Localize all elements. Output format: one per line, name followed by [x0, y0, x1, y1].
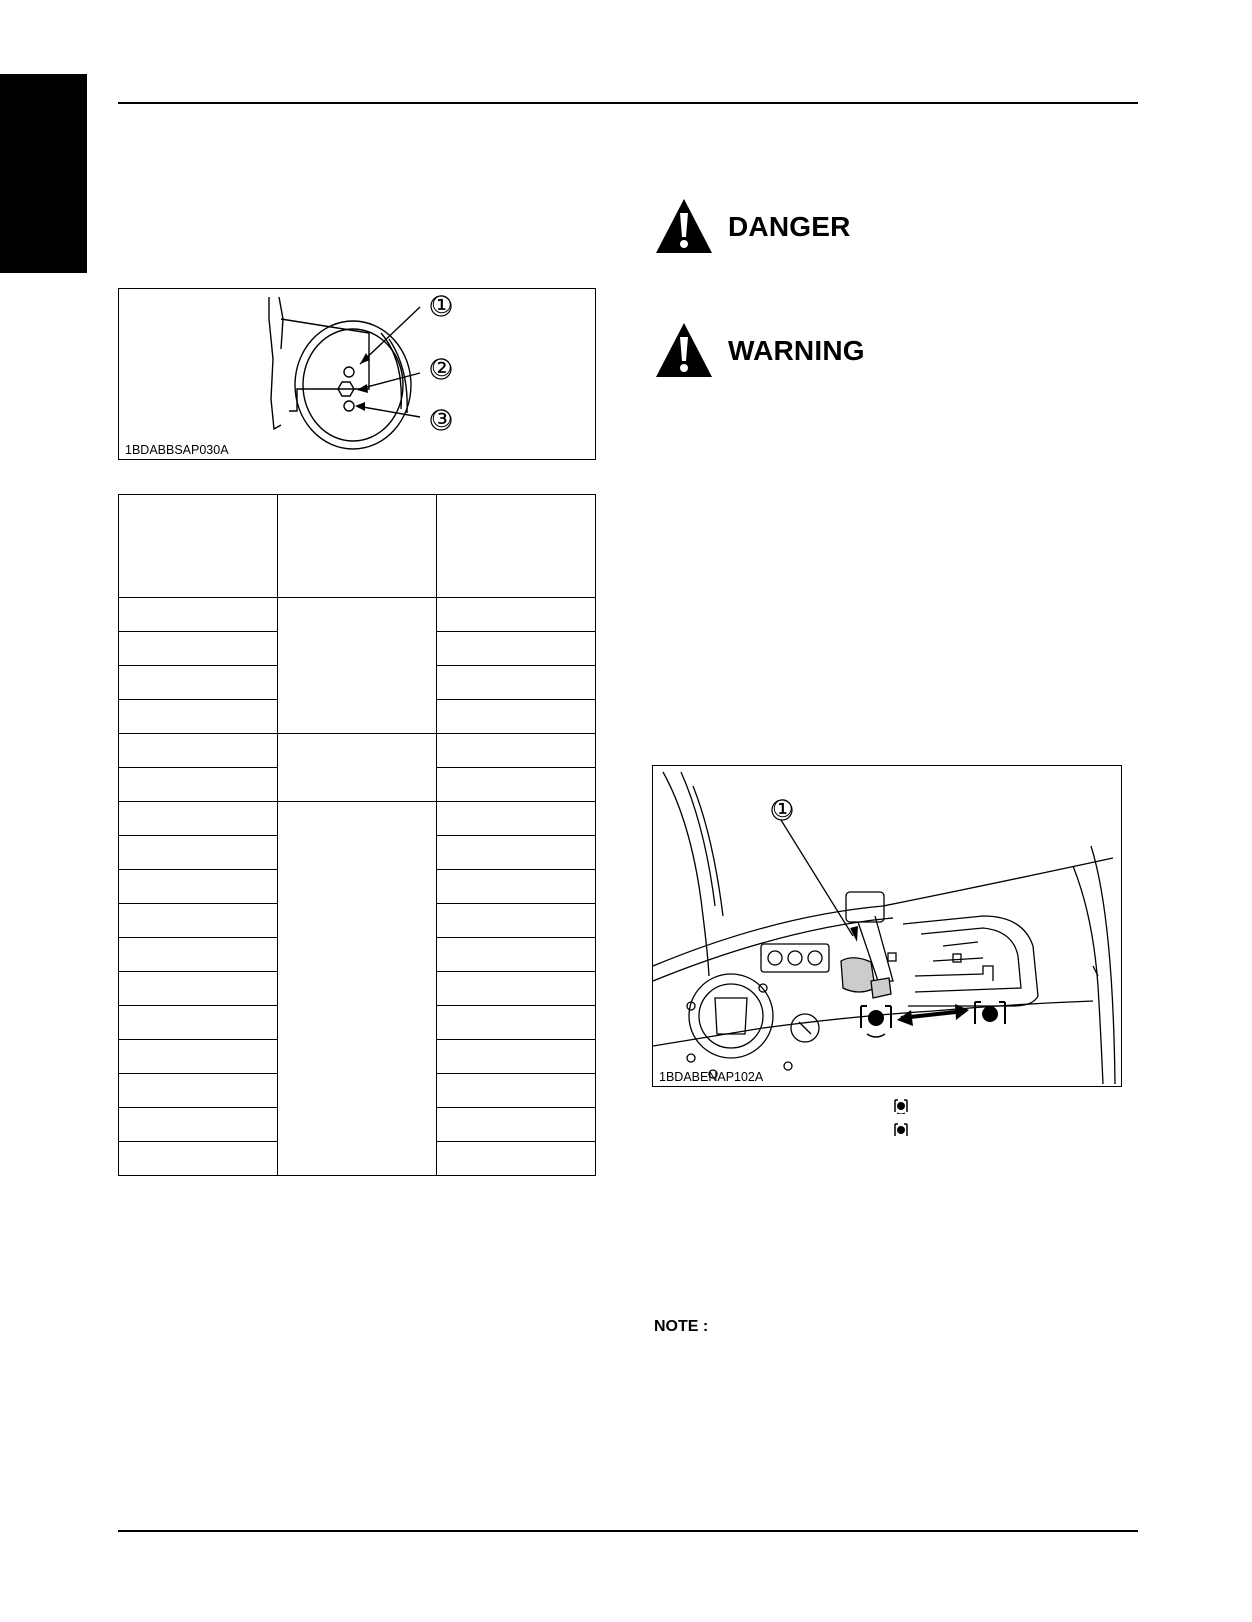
table-cell [119, 700, 278, 734]
front-wheel-drive-icon [894, 1098, 908, 1114]
table-cell [437, 938, 596, 972]
table-cell [119, 666, 278, 700]
table-cell [119, 495, 278, 598]
table-cell [119, 632, 278, 666]
table-cell [119, 904, 278, 938]
callout-1: ① [772, 796, 794, 823]
table-cell [437, 768, 596, 802]
warning-triangle-icon [654, 321, 714, 381]
drain-plug-illustration [119, 289, 595, 459]
callout-3: ③ [431, 406, 453, 433]
table-cell [437, 598, 596, 632]
danger-label: DANGER [728, 211, 851, 242]
table-cell [437, 1142, 596, 1176]
table-cell [437, 972, 596, 1006]
spec-table [118, 494, 596, 1176]
front-wheel-drive-icon [861, 1006, 891, 1037]
table-cell [437, 1074, 596, 1108]
front-wheel-drive-icon [894, 1122, 908, 1138]
table-cell [119, 836, 278, 870]
table-cell [119, 802, 278, 836]
figure-code: 1BDABBSAP030A [125, 443, 229, 457]
table-cell [119, 1006, 278, 1040]
table-cell [119, 1074, 278, 1108]
table-cell [437, 734, 596, 768]
callout-2: ② [431, 355, 453, 382]
table-cell [437, 632, 596, 666]
table-cell [278, 802, 437, 1176]
table-cell [437, 836, 596, 870]
warning-label: WARNING [728, 335, 865, 366]
warning-alert [654, 316, 865, 386]
table-cell [278, 495, 437, 598]
table-cell [119, 768, 278, 802]
figure-drive-lever [652, 765, 1122, 1087]
callout-1: ① [431, 292, 453, 319]
table-cell [437, 1006, 596, 1040]
table-cell [437, 904, 596, 938]
table-cell [437, 700, 596, 734]
drive-lever-illustration [653, 766, 1121, 1086]
danger-alert [654, 192, 851, 262]
table-cell [437, 1040, 596, 1074]
table-cell [119, 972, 278, 1006]
section-tab [0, 74, 87, 273]
table-cell [437, 666, 596, 700]
table-cell [437, 802, 596, 836]
table-cell [119, 734, 278, 768]
table-cell [437, 495, 596, 598]
table-cell [278, 734, 437, 802]
table-cell [278, 598, 437, 734]
table-cell [119, 938, 278, 972]
figure-drain-plugs [118, 288, 596, 460]
bottom-rule [118, 1530, 1138, 1532]
figure-code: 1BDABENAP102A [659, 1070, 764, 1084]
table-cell [119, 870, 278, 904]
table-cell [119, 1040, 278, 1074]
table-cell [119, 1142, 278, 1176]
table-cell [119, 598, 278, 632]
top-rule [118, 102, 1138, 104]
table-cell [437, 870, 596, 904]
table-cell [119, 1108, 278, 1142]
table-cell [437, 1108, 596, 1142]
note-label: NOTE : [654, 1318, 709, 1335]
warning-triangle-icon [654, 197, 714, 257]
